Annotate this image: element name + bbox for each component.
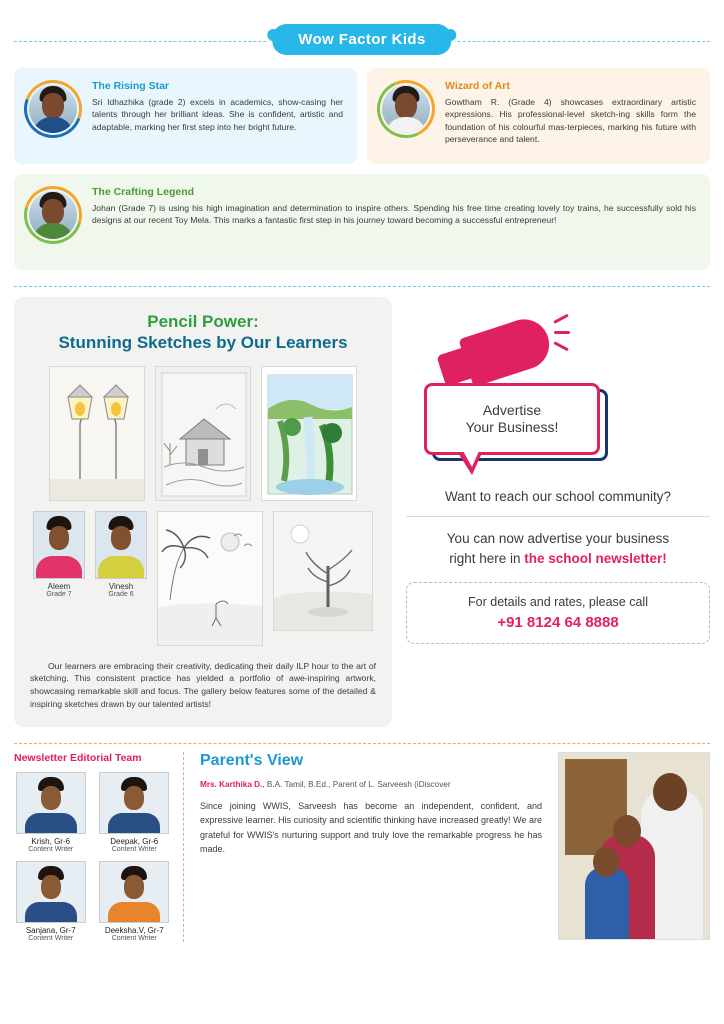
advertise-speech-card (424, 383, 600, 455)
member-name: Deeksha.V, Gr-7 (104, 926, 164, 936)
member-photo (99, 861, 169, 923)
editorial-heading: Newsletter Editorial Team (14, 752, 142, 765)
banner-title: Wow Factor Kids (272, 24, 451, 55)
gallery-title-line2: Stunning Sketches by Our Learners (58, 333, 348, 353)
editorial-team-panel (14, 752, 184, 942)
newsletter-page (0, 24, 724, 1024)
shirt-shape (36, 556, 82, 578)
gallery-paragraph: Our learners are embracing their creativity, dedicating their daily ILP hour to the art of sketching. This consistent practice has yielded a portfolio of awe-inspiring artwork, showcasing remarkable skill and focus. The gallery below features some of the detailed & inspiring sketches drawn by our talented artists! (30, 660, 376, 710)
face-shape (41, 875, 61, 899)
avatar-photo (29, 191, 77, 239)
sketch-tree-landscape (273, 511, 373, 631)
member-name: Krish, Gr-6 (31, 837, 71, 847)
uniform-shape (25, 813, 77, 833)
parent-name: Mrs. Karthika D. (200, 780, 263, 790)
sketch-beach-palm (157, 511, 263, 646)
avatar (377, 80, 435, 138)
star-description: Gowtham R. (Grade 4) showcases extraordinary artistic expressions. His professional-level sketch-ing skills form the foundation of his colourful mas-terpieces, marking his future with perseverance and talent. (445, 97, 696, 145)
sketch-image (50, 367, 145, 501)
advertise-line2: Your Business! (465, 419, 559, 435)
megaphone-icon (458, 313, 555, 387)
child-head-shape (593, 847, 619, 877)
avatar-photo (29, 85, 77, 133)
advertise-cta-label: For details and rates, please call (468, 595, 648, 610)
sketch-image (158, 512, 263, 646)
artist-name: Aleem (47, 581, 71, 591)
star-text (445, 80, 696, 152)
gallery-title-line1: Pencil Power: (147, 312, 259, 331)
sketch-waterfall-colour (261, 366, 357, 501)
gallery-advertise-row (14, 297, 710, 727)
face-shape (124, 786, 144, 810)
advertise-pitch-highlight: the school newsletter! (524, 550, 667, 566)
advertise-pitch (406, 529, 710, 568)
sketch-house-landscape (155, 366, 251, 501)
member-photo (16, 772, 86, 834)
uniform-shape (33, 117, 73, 133)
pencil-power-card (14, 297, 392, 727)
star-text (92, 80, 343, 152)
advertise-question: Want to reach our school community? (444, 489, 672, 504)
member-role: Content Writer (111, 935, 157, 943)
uniform-shape (33, 223, 73, 239)
face-shape (49, 526, 69, 550)
sound-waves-icon (554, 321, 570, 351)
family-photo (558, 752, 710, 940)
avatar (24, 186, 82, 244)
editorial-member (98, 861, 172, 942)
father-head-shape (653, 773, 687, 811)
advertise-contact-box[interactable] (406, 582, 710, 644)
star-card-rising-star (14, 68, 357, 164)
star-description: Sri Idhazhika (grade 2) excels in academics, show-casing her talents through her brilliant ideas. She is confident, artistic and adaptable, marking her first step into her bright future. (92, 97, 343, 132)
member-photo (99, 772, 169, 834)
parents-view-panel (200, 752, 542, 942)
parents-view-heading: Parent's View (200, 752, 304, 770)
editorial-member (14, 772, 88, 853)
uniform-shape (108, 902, 160, 922)
uniform-shape (108, 813, 160, 833)
star-title: Wizard of Art (445, 80, 510, 92)
artist-photo (33, 511, 85, 579)
artist-grade: Grade 6 (108, 590, 134, 598)
star-title: The Crafting Legend (92, 186, 195, 198)
parents-view-text: Since joining WWIS, Sarveesh has become an independent, confident, and expressive learner. His curiosity and scientific thinking have increased greatly! We are grateful for WWIS's nurturing support and truly love the remarkable progress he has made. (200, 801, 542, 855)
artist-name: Vinesh (108, 581, 134, 591)
artist-card-aleem (33, 511, 85, 598)
face-shape (395, 93, 417, 119)
shirt-shape (98, 556, 144, 578)
advertise-pitch-part1: You can now advertise your business (446, 531, 670, 546)
artist-thumbnails (33, 511, 147, 598)
artist-grade: Grade 7 (46, 590, 72, 598)
face-shape (42, 93, 64, 119)
uniform-shape (25, 902, 77, 922)
star-card-wizard-of-art (367, 68, 710, 164)
star-description: Johan (Grade 7) is using his high imagination and determination to inspire others. Spending his free time creating lovely toy trains, he successfully sold his designs at our recent Toy Mela. This marks a fantastic first step in his journey toward becoming a successful entrepreneur! (92, 203, 696, 226)
advertise-column (406, 297, 710, 727)
avatar (24, 80, 82, 138)
star-cards-row (14, 68, 710, 164)
star-card-crafting-legend (14, 174, 710, 270)
sketch-row-top (30, 366, 376, 501)
face-shape (124, 875, 144, 899)
face-shape (41, 786, 61, 810)
advertise-phone[interactable]: +91 8124 64 8888 (497, 614, 619, 632)
editorial-member (14, 861, 88, 942)
mother-head-shape (613, 815, 641, 847)
parent-credentials: , B.A. Tamil, B.Ed., Parent of L. Sarveesh (iDiscover (262, 780, 451, 790)
star-text (92, 186, 696, 258)
wow-factor-banner (14, 24, 710, 58)
artist-photo (95, 511, 147, 579)
advertise-pitch-part2: right here in (449, 550, 521, 566)
advertise-line1: Advertise (482, 401, 542, 418)
child-shape (585, 867, 629, 939)
sketch-row-bottom (30, 511, 376, 646)
sketch-image (156, 367, 251, 501)
member-role: Content Writer (111, 846, 157, 854)
section-divider (14, 286, 710, 287)
parent-credit (200, 780, 542, 789)
gallery-title (30, 311, 376, 354)
face-shape (42, 199, 64, 225)
member-photo (16, 861, 86, 923)
sketch-street-lamps (49, 366, 145, 501)
member-role: Content Writer (28, 846, 74, 854)
sketch-image (262, 367, 357, 501)
advertise-divider (406, 516, 710, 517)
bottom-divider (14, 743, 710, 744)
avatar-photo (382, 85, 430, 133)
uniform-shape (386, 117, 426, 133)
member-role: Content Writer (28, 935, 74, 943)
bottom-row (14, 752, 710, 942)
face-shape (111, 526, 131, 550)
megaphone-illustration (406, 315, 710, 485)
editorial-grid (14, 772, 171, 942)
star-title: The Rising Star (92, 80, 170, 92)
sketch-image (274, 512, 373, 631)
member-name: Sanjana, Gr-7 (25, 926, 76, 936)
member-name: Deepak, Gr-6 (110, 837, 159, 847)
editorial-member (98, 772, 172, 853)
speech-tail (458, 453, 482, 475)
artist-card-vinesh (95, 511, 147, 598)
